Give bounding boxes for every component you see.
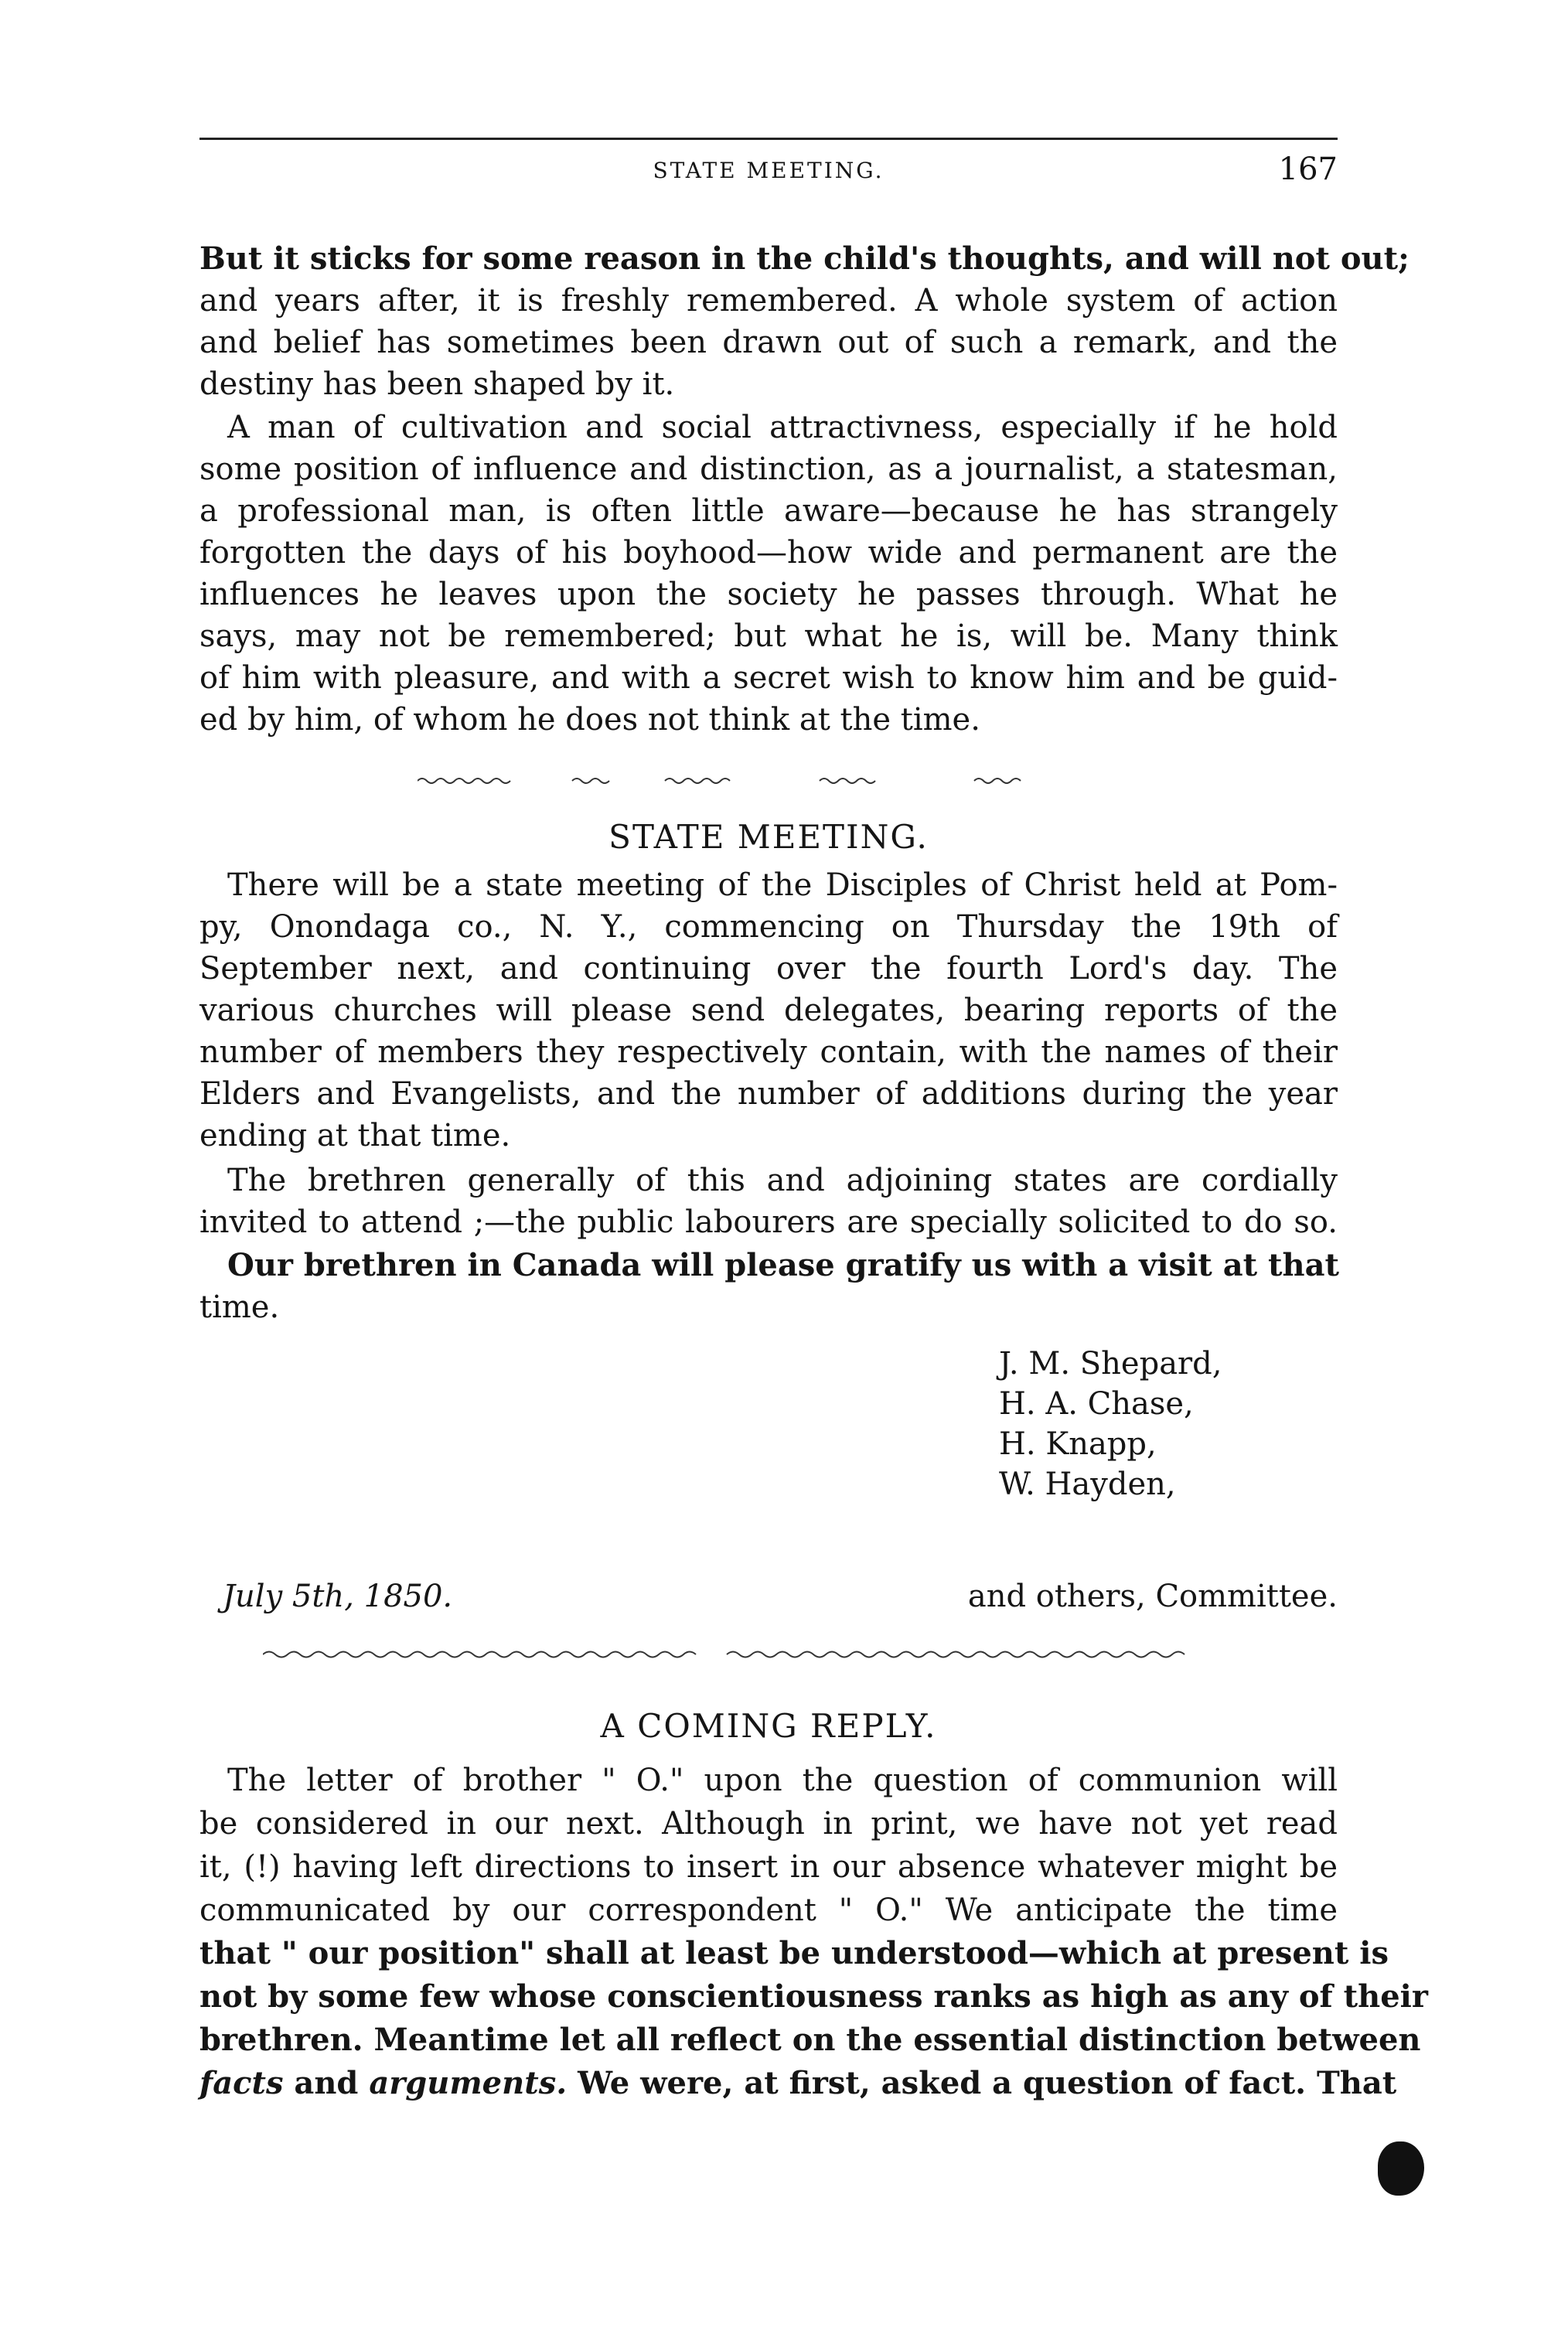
text-line: says, may not be remembered; but what he is, will be. Many think — [199, 618, 1338, 654]
running-head — [199, 152, 1338, 198]
signatory: J. M. Shepard, — [999, 1346, 1222, 1382]
text-line: invited to attend ;—the public labourers are specially solicited to do so. — [199, 1204, 1338, 1240]
text-line: that " our position" shall at least be understood—which at present is — [199, 1935, 1389, 1971]
notice-date: July 5th, 1850. — [223, 1579, 453, 1614]
wavy-separator — [418, 773, 1113, 789]
text-line: communicated by our correspondent " O." We anticipate the time — [199, 1893, 1338, 1928]
text-line: There will be a state meeting of the Disciples of Christ held at Pom- — [227, 867, 1338, 903]
text-fragment: We were, at first, asked a question of fact. That — [567, 2065, 1397, 2101]
section-heading: STATE MEETING. — [608, 818, 929, 856]
text-line: Elders and Evangelists, and the number of additions during the year — [199, 1076, 1338, 1112]
page-number: 167 — [1278, 152, 1338, 187]
text-line: not by some few whose conscientiousness ranks as high as any of their — [199, 1978, 1428, 2015]
signatory: H. Knapp, — [999, 1426, 1157, 1462]
text-line-last — [199, 2063, 1397, 2104]
text-line: A man of cultivation and social attractivness, especially if he hold — [227, 410, 1338, 445]
text-line: some position of influence and distinction, as a journalist, a statesman, — [199, 451, 1338, 487]
text-line: a professional man, is often little aware—because he has strangely — [199, 493, 1338, 529]
text-line: be considered in our next. Although in print, we have not yet read — [199, 1806, 1338, 1842]
text-line: destiny has been shaped by it. — [199, 366, 675, 402]
signatory: H. A. Chase, — [999, 1386, 1194, 1422]
text-fragment: and — [283, 2065, 370, 2101]
wavy-separator-2 — [263, 1647, 1206, 1662]
text-line: py, Onondaga co., N. Y., commencing on Thursday the 19th of — [199, 909, 1338, 945]
header-rule — [199, 138, 1338, 140]
signatory: W. Hayden, — [999, 1467, 1176, 1502]
italic-arguments: arguments. — [369, 2065, 568, 2101]
text-line: brethren. Meantime let all reflect on the essential distinction between — [199, 2022, 1421, 2058]
text-line: and years after, it is freshly remembered. A whole system of action — [199, 283, 1338, 319]
text-line: time. — [199, 1290, 280, 1325]
committee-label: and others, Committee. — [967, 1579, 1338, 1614]
text-line: ed by him, of whom he does not think at the time. — [199, 702, 980, 738]
running-title: STATE MEETING. — [653, 158, 885, 183]
italic-facts: facts — [199, 2065, 284, 2101]
text-line: But it sticks for some reason in the child's thoughts, and will not out; — [199, 240, 1409, 277]
text-line: and belief has sometimes been drawn out of such a remark, and the — [199, 325, 1338, 360]
text-line: influences he leaves upon the society he passes through. What he — [199, 577, 1338, 612]
text-line: number of members they respectively contain, with the names of their — [199, 1034, 1338, 1070]
text-line: ending at that time. — [199, 1118, 511, 1153]
text-line: Our brethren in Canada will please gratify us with a visit at that — [227, 1247, 1339, 1283]
text-line: The brethren generally of this and adjoining states are cordially — [227, 1163, 1338, 1198]
text-line: various churches will please send delegates, bearing reports of the — [199, 993, 1338, 1028]
text-line: September next, and continuing over the fourth Lord's day. The — [199, 951, 1338, 986]
text-line: The letter of brother " O." upon the question of communion will — [227, 1763, 1338, 1798]
text-line: forgotten the days of his boyhood—how wide and permanent are the — [199, 535, 1338, 571]
text-line: of him with pleasure, and with a secret wish to know him and be guid- — [199, 660, 1338, 696]
text-line: it, (!) having left directions to insert in our absence whatever might be — [199, 1849, 1338, 1885]
ink-blot — [1378, 2141, 1424, 2196]
section-heading: A COMING REPLY. — [600, 1707, 937, 1745]
